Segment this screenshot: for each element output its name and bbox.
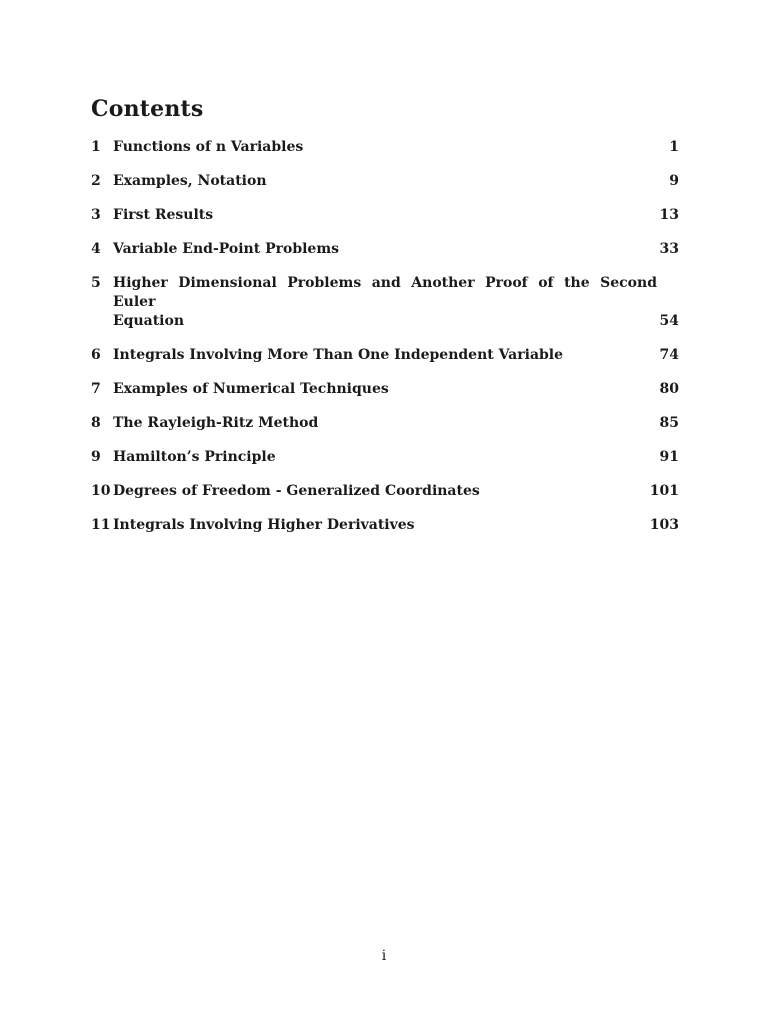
toc-entry-title[interactable]: Examples, Notation [113,173,267,189]
toc-entry-number: 8 [91,415,101,431]
toc-entry-title-line-1[interactable]: Higher Dimensional Problems and Another Proof of the Second Euler [113,275,657,310]
toc-entry-page[interactable]: 103 [649,517,679,533]
toc-entry-number: 3 [91,207,101,223]
page-number: i [381,948,387,964]
toc-entry[interactable] [91,138,679,157]
toc-entry-page[interactable]: 74 [659,347,679,363]
toc-entry-number: 1 [91,139,101,155]
toc-entry-title-line-2[interactable]: Equation [113,313,185,329]
toc-entry[interactable] [91,274,679,331]
toc-entry-page[interactable]: 85 [659,415,679,431]
toc-entry[interactable] [91,240,679,259]
toc-entry-number: 9 [91,449,101,465]
toc-entry-title[interactable]: Hamilton’s Principle [113,449,276,465]
toc-entry-title[interactable]: Functions of n Variables [113,139,304,155]
toc-entry-number: 4 [91,241,101,257]
toc-entry-number: 7 [91,381,101,397]
toc-entry[interactable] [91,380,679,399]
table-of-contents [91,138,679,550]
toc-entry-page[interactable]: 80 [659,381,679,397]
toc-entry[interactable] [91,516,679,535]
toc-entry[interactable] [91,346,679,365]
toc-entry-title[interactable]: Integrals Involving Higher Derivatives [113,517,415,533]
toc-entry-page[interactable]: 9 [669,173,679,189]
toc-entry-page[interactable]: 13 [659,207,679,223]
toc-entry-number: 10 [91,483,111,499]
toc-entry-title[interactable]: Integrals Involving More Than One Independent Variable [113,347,564,363]
toc-entry-number: 5 [91,275,101,291]
toc-entry-page[interactable]: 33 [659,241,679,257]
toc-entry-page[interactable]: 1 [669,139,679,155]
toc-entry-number: 2 [91,173,101,189]
toc-entry-title[interactable]: The Rayleigh-Ritz Method [113,415,319,431]
toc-entry-title[interactable]: Variable End-Point Problems [113,241,340,257]
toc-entry-title[interactable]: Examples of Numerical Techniques [113,381,389,397]
toc-entry-page[interactable]: 54 [659,313,679,329]
toc-entry[interactable] [91,172,679,191]
toc-entry[interactable] [91,482,679,501]
toc-entry-page[interactable]: 91 [659,449,679,465]
toc-entry-number: 11 [91,517,111,533]
toc-entry-title[interactable]: Degrees of Freedom - Generalized Coordinates [113,483,480,499]
toc-entry[interactable] [91,414,679,433]
toc-entry-title[interactable]: First Results [113,207,214,223]
toc-entry[interactable] [91,206,679,225]
toc-entry-number: 6 [91,347,101,363]
toc-entry-page[interactable]: 101 [649,483,679,499]
page-title: Contents [91,96,204,122]
toc-entry[interactable] [91,448,679,467]
